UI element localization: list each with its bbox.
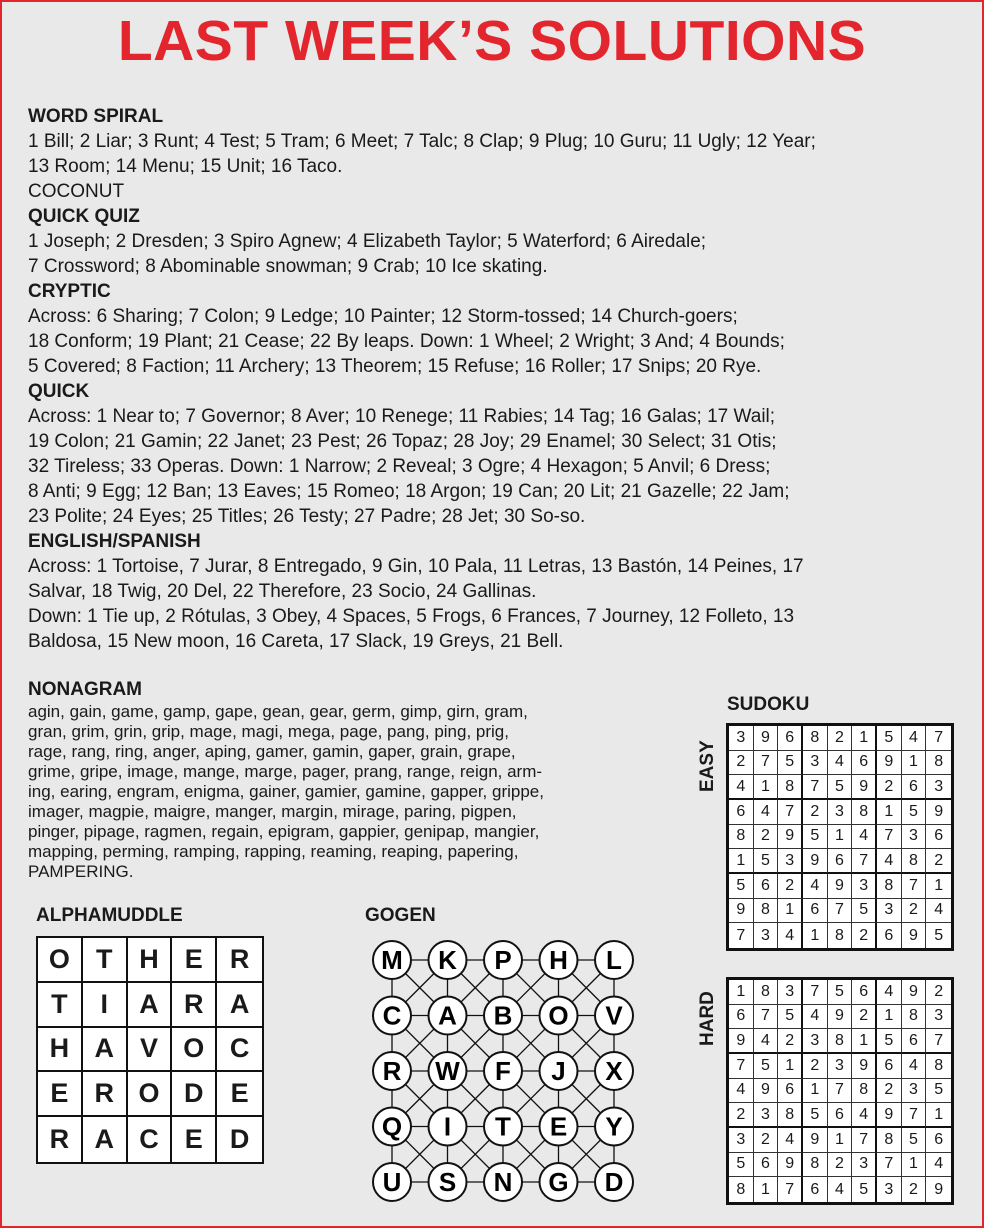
sudoku-cell: 1 — [926, 874, 951, 899]
sudoku-cell: 1 — [877, 1005, 902, 1030]
nonagram-words: agin, gain, game, gamp, gape, gean, gear, germ, gimp, girn, gram, gran, grim, grin, grip, mage, magi, mega, page, pang, ping, prig, rage, rang, ring, anger, aping, gamer, gamin, gaper, grain, grape, grime, gripe, image, mange, marge, pager, prang, range, reign, arm- ing, earing, engram, enigma, gainer, gamier, gamine, gapper, grippe, imager, magpie, maigre, manger, margin, mirage, paring, pigpen, pinger, pipage, ragmen, regain, epigram, gappier, genipap, mangier, mapping, perming, ramping, rapping, reaming, reaping, papering, PAMPERING. — [28, 702, 544, 881]
sudoku-cell: 6 — [729, 800, 754, 825]
sudoku-cell: 1 — [852, 726, 877, 751]
section-heading: QUICK — [28, 381, 90, 402]
alphamuddle-cell: T — [83, 938, 128, 983]
sudoku-cell: 9 — [877, 751, 902, 776]
sudoku-cell: 5 — [828, 980, 853, 1005]
sudoku-cell: 7 — [877, 1153, 902, 1178]
sudoku-cell: 2 — [754, 1128, 779, 1153]
gogen-letter: D — [604, 1167, 624, 1197]
sudoku-cell: 4 — [729, 1079, 754, 1104]
sudoku-cell: 3 — [729, 1128, 754, 1153]
alphamuddle-cell: A — [217, 983, 262, 1028]
gogen-heading: GOGEN — [365, 905, 436, 926]
sudoku-cell: 3 — [828, 1054, 853, 1079]
section-line: 19 Colon; 21 Gamin; 22 Janet; 23 Pest; 26 Topaz; 28 Joy; 29 Enamel; 30 Select; 31 Otis; — [28, 431, 777, 452]
gogen-grid — [366, 930, 636, 1220]
sudoku-cell: 1 — [926, 1103, 951, 1128]
sudoku-cell: 5 — [803, 825, 828, 850]
alphamuddle-cell: H — [128, 938, 173, 983]
sudoku-cell: 7 — [803, 980, 828, 1005]
section-line: 1 Joseph; 2 Dresden; 3 Spiro Agnew; 4 Elizabeth Taylor; 5 Waterford; 6 Airedale; — [28, 231, 707, 252]
sudoku-cell: 3 — [926, 775, 951, 800]
gogen-letter: S — [438, 1167, 457, 1197]
sudoku-cell: 4 — [852, 1103, 877, 1128]
alphamuddle-grid — [36, 936, 264, 1164]
sudoku-cell: 2 — [803, 800, 828, 825]
sudoku-cell: 1 — [877, 800, 902, 825]
sudoku-cell: 7 — [902, 874, 927, 899]
section-line: 13 Room; 14 Menu; 15 Unit; 16 Taco. — [28, 156, 343, 177]
gogen-letter: A — [438, 1000, 457, 1031]
sudoku-cell: 4 — [803, 874, 828, 899]
sudoku-cell: 9 — [754, 1079, 779, 1104]
sudoku-cell: 3 — [754, 923, 779, 948]
sudoku-cell: 9 — [754, 726, 779, 751]
sudoku-cell: 8 — [803, 1153, 828, 1178]
sudoku-cell: 9 — [828, 1005, 853, 1030]
sudoku-cell: 9 — [778, 1153, 803, 1178]
gogen-letter: Y — [605, 1111, 623, 1142]
alphamuddle-cell: D — [172, 1072, 217, 1117]
sudoku-cell: 1 — [754, 1177, 779, 1202]
gogen-letter: B — [493, 1000, 513, 1031]
sudoku-cell: 4 — [902, 726, 927, 751]
alphamuddle-cell: T — [38, 983, 83, 1028]
sudoku-cell: 8 — [902, 849, 927, 874]
sudoku-cell: 7 — [778, 1177, 803, 1202]
sudoku-cell: 9 — [902, 980, 927, 1005]
gogen-letter: T — [495, 1111, 511, 1142]
sudoku-cell: 3 — [803, 1029, 828, 1054]
sudoku-cell: 3 — [852, 1153, 877, 1178]
sudoku-cell: 9 — [729, 899, 754, 924]
sudoku-cell: 1 — [828, 825, 853, 850]
sudoku-cell: 1 — [803, 1079, 828, 1104]
alphamuddle-cell: R — [217, 938, 262, 983]
section-line: 8 Anti; 9 Egg; 12 Ban; 13 Eaves; 15 Romeo; 18 Argon; 19 Can; 20 Lit; 21 Gazelle; 22 Jam; — [28, 481, 790, 502]
alphamuddle-cell: E — [172, 1117, 217, 1162]
sudoku-cell: 3 — [852, 874, 877, 899]
sudoku-cell: 8 — [828, 923, 853, 948]
section-line: 32 Tireless; 33 Operas. Down: 1 Narrow; 2 Reveal; 3 Ogre; 4 Hexagon; 5 Anvil; 6 Dress; — [28, 456, 771, 477]
sudoku-cell: 6 — [828, 849, 853, 874]
section-line: Down: 1 Tie up, 2 Rótulas, 3 Obey, 4 Spaces, 5 Frogs, 6 Frances, 7 Journey, 12 Folleto, 13 — [28, 606, 795, 627]
sudoku-cell: 6 — [852, 980, 877, 1005]
alphamuddle-cell: E — [217, 1072, 262, 1117]
sudoku-cell: 4 — [729, 775, 754, 800]
gogen-letter: K — [438, 945, 457, 975]
gogen-letter: H — [549, 945, 568, 975]
sudoku-cell: 4 — [926, 899, 951, 924]
sudoku-cell: 3 — [828, 800, 853, 825]
sudoku-cell: 4 — [877, 980, 902, 1005]
alphamuddle-cell: A — [83, 1117, 128, 1162]
sudoku-cell: 1 — [902, 1153, 927, 1178]
alphamuddle-cell: V — [128, 1028, 173, 1073]
sudoku-cell: 6 — [754, 1153, 779, 1178]
sudoku-cell: 8 — [778, 1103, 803, 1128]
alphamuddle-cell: E — [38, 1072, 83, 1117]
sudoku-cell: 5 — [778, 751, 803, 776]
section-line: Across: 1 Tortoise, 7 Jurar, 8 Entregado, 9 Gin, 10 Pala, 11 Letras, 13 Bastón, 14 Peines, 17 — [28, 556, 804, 577]
gogen-letter: V — [605, 1000, 623, 1031]
sudoku-cell: 6 — [902, 775, 927, 800]
sudoku-cell: 1 — [729, 980, 754, 1005]
sudoku-cell: 2 — [778, 1029, 803, 1054]
sudoku-cell: 8 — [778, 775, 803, 800]
sudoku-cell: 5 — [729, 1153, 754, 1178]
gogen-letter: G — [548, 1167, 569, 1197]
section-heading: WORD SPIRAL — [28, 106, 164, 127]
sudoku-cell: 5 — [754, 1054, 779, 1079]
alphamuddle-cell: C — [217, 1028, 262, 1073]
gogen-letter: Q — [381, 1111, 403, 1142]
sudoku-cell: 2 — [729, 751, 754, 776]
sudoku-cell: 2 — [926, 980, 951, 1005]
gogen-letter: M — [381, 945, 403, 975]
sudoku-cell: 7 — [729, 1054, 754, 1079]
sudoku-cell: 8 — [803, 726, 828, 751]
sudoku-cell: 4 — [828, 751, 853, 776]
alphamuddle-cell: C — [128, 1117, 173, 1162]
gogen-letter: N — [493, 1167, 513, 1197]
sudoku-cell: 7 — [803, 775, 828, 800]
sudoku-cell: 5 — [729, 874, 754, 899]
sudoku-cell: 5 — [754, 849, 779, 874]
sudoku-cell: 9 — [902, 923, 927, 948]
sudoku-cell: 5 — [778, 1005, 803, 1030]
sudoku-cell: 1 — [902, 751, 927, 776]
sudoku-cell: 7 — [852, 1128, 877, 1153]
page-title: LAST WEEK’S SOLUTIONS — [117, 9, 867, 73]
sudoku-cell: 5 — [877, 726, 902, 751]
sudoku-cell: 4 — [902, 1054, 927, 1079]
sudoku-cell: 6 — [877, 1054, 902, 1079]
gogen-letter: W — [435, 1056, 460, 1086]
sudoku-cell: 2 — [852, 923, 877, 948]
solutions-text — [28, 104, 958, 654]
sudoku-cell: 3 — [778, 849, 803, 874]
sudoku-cell: 9 — [729, 1029, 754, 1054]
alphamuddle-cell: R — [38, 1117, 83, 1162]
sudoku-cell: 6 — [926, 1128, 951, 1153]
sudoku-cell: 8 — [926, 1054, 951, 1079]
sudoku-cell: 8 — [754, 980, 779, 1005]
gogen-letter: U — [382, 1167, 402, 1197]
sudoku-cell: 9 — [778, 825, 803, 850]
sudoku-cell: 6 — [926, 825, 951, 850]
sudoku-cell: 4 — [754, 800, 779, 825]
sudoku-cell: 6 — [778, 1079, 803, 1104]
sudoku-cell: 7 — [778, 800, 803, 825]
sudoku-cell: 1 — [754, 775, 779, 800]
gogen-letter: F — [495, 1056, 511, 1086]
sudoku-cell: 2 — [778, 874, 803, 899]
sudoku-cell: 2 — [828, 1153, 853, 1178]
sudoku-cell: 7 — [729, 923, 754, 948]
sudoku-cell: 6 — [852, 751, 877, 776]
sudoku-cell: 8 — [754, 899, 779, 924]
sudoku-cell: 6 — [902, 1029, 927, 1054]
alphamuddle-cell: H — [38, 1028, 83, 1073]
sudoku-easy-grid — [726, 723, 954, 951]
sudoku-cell: 2 — [729, 1103, 754, 1128]
sudoku-hard-label: HARD — [697, 991, 718, 1046]
sudoku-cell: 5 — [926, 1079, 951, 1104]
sudoku-cell: 7 — [754, 751, 779, 776]
sudoku-cell: 8 — [877, 1128, 902, 1153]
sudoku-cell: 9 — [803, 849, 828, 874]
gogen-letter: P — [494, 945, 512, 975]
sudoku-cell: 9 — [852, 1054, 877, 1079]
alphamuddle-cell: E — [172, 938, 217, 983]
sudoku-cell: 3 — [902, 1079, 927, 1104]
sudoku-cell: 4 — [877, 849, 902, 874]
section-line: 7 Crossword; 8 Abominable snowman; 9 Crab; 10 Ice skating. — [28, 256, 548, 277]
sudoku-cell: 1 — [828, 1128, 853, 1153]
sudoku-cell: 9 — [934, 1180, 944, 1198]
sudoku-cell: 2 — [803, 1054, 828, 1079]
sudoku-cell: 9 — [926, 800, 951, 825]
sudoku-cell: 4 — [778, 1128, 803, 1153]
sudoku-cell: 2 — [902, 1177, 927, 1202]
alphamuddle-cell: R — [83, 1072, 128, 1117]
sudoku-cell: 5 — [934, 926, 944, 944]
gogen-letter: C — [382, 1000, 402, 1031]
sudoku-cell: 8 — [877, 874, 902, 899]
sudoku-cell: 2 — [877, 775, 902, 800]
alphamuddle-cell: D — [229, 1124, 250, 1155]
sudoku-cell: 4 — [803, 1005, 828, 1030]
sudoku-cell: 8 — [828, 1029, 853, 1054]
sudoku-cell: 6 — [778, 726, 803, 751]
sudoku-cell: 7 — [926, 1029, 951, 1054]
sudoku-cell: 7 — [926, 726, 951, 751]
sudoku-cell: 9 — [828, 874, 853, 899]
section-heading: QUICK QUIZ — [28, 206, 140, 227]
sudoku-cell: 8 — [926, 751, 951, 776]
sudoku-cell: 4 — [828, 1177, 853, 1202]
nonagram-solution — [28, 678, 668, 882]
section-line: Baldosa, 15 New moon, 16 Careta, 17 Slack, 19 Greys, 21 Bell. — [28, 631, 564, 652]
sudoku-cell: 4 — [926, 1153, 951, 1178]
gogen-letter: J — [551, 1056, 566, 1086]
sudoku-hard-grid — [726, 977, 954, 1205]
section-line: COCONUT — [28, 181, 125, 202]
sudoku-cell: 1 — [729, 849, 754, 874]
sudoku-cell: 7 — [828, 1079, 853, 1104]
section-line: 5 Covered; 8 Faction; 11 Archery; 13 Theorem; 15 Refuse; 16 Roller; 17 Snips; 20 Rye. — [28, 356, 762, 377]
gogen-letter: R — [382, 1056, 402, 1086]
section-heading: CRYPTIC — [28, 281, 111, 302]
gogen-letter: O — [548, 1000, 569, 1031]
sudoku-cell: 8 — [729, 825, 754, 850]
sudoku-cell: 5 — [852, 1177, 877, 1202]
alphamuddle-heading: ALPHAMUDDLE — [36, 905, 183, 926]
gogen-letter: X — [605, 1056, 623, 1086]
section-line: 18 Conform; 19 Plant; 21 Cease; 22 By leaps. Down: 1 Wheel; 2 Wright; 3 And; 4 Bounds; — [28, 331, 785, 352]
gogen-letter: L — [606, 945, 622, 975]
section-line: 23 Polite; 24 Eyes; 25 Titles; 26 Testy; 27 Padre; 28 Jet; 30 So-so. — [28, 506, 586, 527]
sudoku-cell: 5 — [902, 1128, 927, 1153]
sudoku-cell: 4 — [778, 923, 803, 948]
sudoku-cell: 4 — [852, 825, 877, 850]
section-line: Salvar, 18 Twig, 20 Del, 22 Therefore, 23 Socio, 24 Gallinas. — [28, 581, 537, 602]
sudoku-cell: 7 — [852, 849, 877, 874]
alphamuddle-cell: O — [38, 938, 83, 983]
sudoku-cell: 7 — [754, 1005, 779, 1030]
sudoku-cell: 9 — [852, 775, 877, 800]
sudoku-cell: 1 — [778, 1054, 803, 1079]
alphamuddle-cell: O — [128, 1072, 173, 1117]
alphamuddle-cell: I — [83, 983, 128, 1028]
sudoku-cell: 5 — [852, 899, 877, 924]
sudoku-cell: 5 — [828, 775, 853, 800]
sudoku-cell: 3 — [729, 726, 754, 751]
sudoku-cell: 2 — [828, 726, 853, 751]
sudoku-cell: 7 — [828, 899, 853, 924]
sudoku-cell: 8 — [852, 800, 877, 825]
sudoku-easy-label: EASY — [697, 740, 718, 792]
alphamuddle-cell: A — [128, 983, 173, 1028]
sudoku-cell: 1 — [852, 1029, 877, 1054]
sudoku-cell: 3 — [877, 899, 902, 924]
sudoku-cell: 7 — [902, 1103, 927, 1128]
sudoku-cell: 6 — [803, 1177, 828, 1202]
sudoku-cell: 8 — [729, 1177, 754, 1202]
sudoku-cell: 9 — [803, 1128, 828, 1153]
section-line: Across: 1 Near to; 7 Governor; 8 Aver; 10 Renege; 11 Rabies; 14 Tag; 16 Galas; 17 Wail; — [28, 406, 776, 427]
gogen-letter: I — [443, 1111, 452, 1142]
sudoku-cell: 5 — [877, 1029, 902, 1054]
sudoku-cell: 5 — [803, 1103, 828, 1128]
sudoku-cell: 3 — [902, 825, 927, 850]
sudoku-heading: SUDOKU — [727, 694, 810, 715]
section-line: Across: 6 Sharing; 7 Colon; 9 Ledge; 10 Painter; 12 Storm-tossed; 14 Church-goers; — [28, 306, 738, 327]
sudoku-cell: 6 — [803, 899, 828, 924]
nonagram-heading: NONAGRAM — [28, 679, 142, 700]
sudoku-cell: 4 — [754, 1029, 779, 1054]
section-line: 1 Bill; 2 Liar; 3 Runt; 4 Test; 5 Tram; 6 Meet; 7 Talc; 8 Clap; 9 Plug; 10 Guru; 11 Ugly; 12 Year; — [28, 131, 816, 152]
sudoku-cell: 2 — [852, 1005, 877, 1030]
sudoku-cell: 8 — [902, 1005, 927, 1030]
sudoku-cell: 3 — [754, 1103, 779, 1128]
alphamuddle-cell: R — [172, 983, 217, 1028]
sudoku-cell: 1 — [803, 923, 828, 948]
sudoku-cell: 6 — [877, 923, 902, 948]
gogen-letter: E — [549, 1111, 568, 1142]
sudoku-cell: 3 — [803, 751, 828, 776]
sudoku-cell: 3 — [778, 980, 803, 1005]
section-heading: ENGLISH/SPANISH — [28, 531, 201, 552]
sudoku-cell: 6 — [754, 874, 779, 899]
sudoku-cell: 3 — [926, 1005, 951, 1030]
sudoku-cell: 7 — [877, 825, 902, 850]
sudoku-cell: 6 — [729, 1005, 754, 1030]
sudoku-cell: 8 — [852, 1079, 877, 1104]
sudoku-cell: 2 — [926, 849, 951, 874]
sudoku-cell: 1 — [778, 899, 803, 924]
sudoku-cell: 2 — [902, 899, 927, 924]
alphamuddle-cell: A — [83, 1028, 128, 1073]
sudoku-cell: 3 — [877, 1177, 902, 1202]
sudoku-cell: 2 — [754, 825, 779, 850]
sudoku-cell: 6 — [828, 1103, 853, 1128]
sudoku-cell: 9 — [877, 1103, 902, 1128]
alphamuddle-cell: O — [172, 1028, 217, 1073]
sudoku-cell: 2 — [877, 1079, 902, 1104]
sudoku-cell: 5 — [902, 800, 927, 825]
